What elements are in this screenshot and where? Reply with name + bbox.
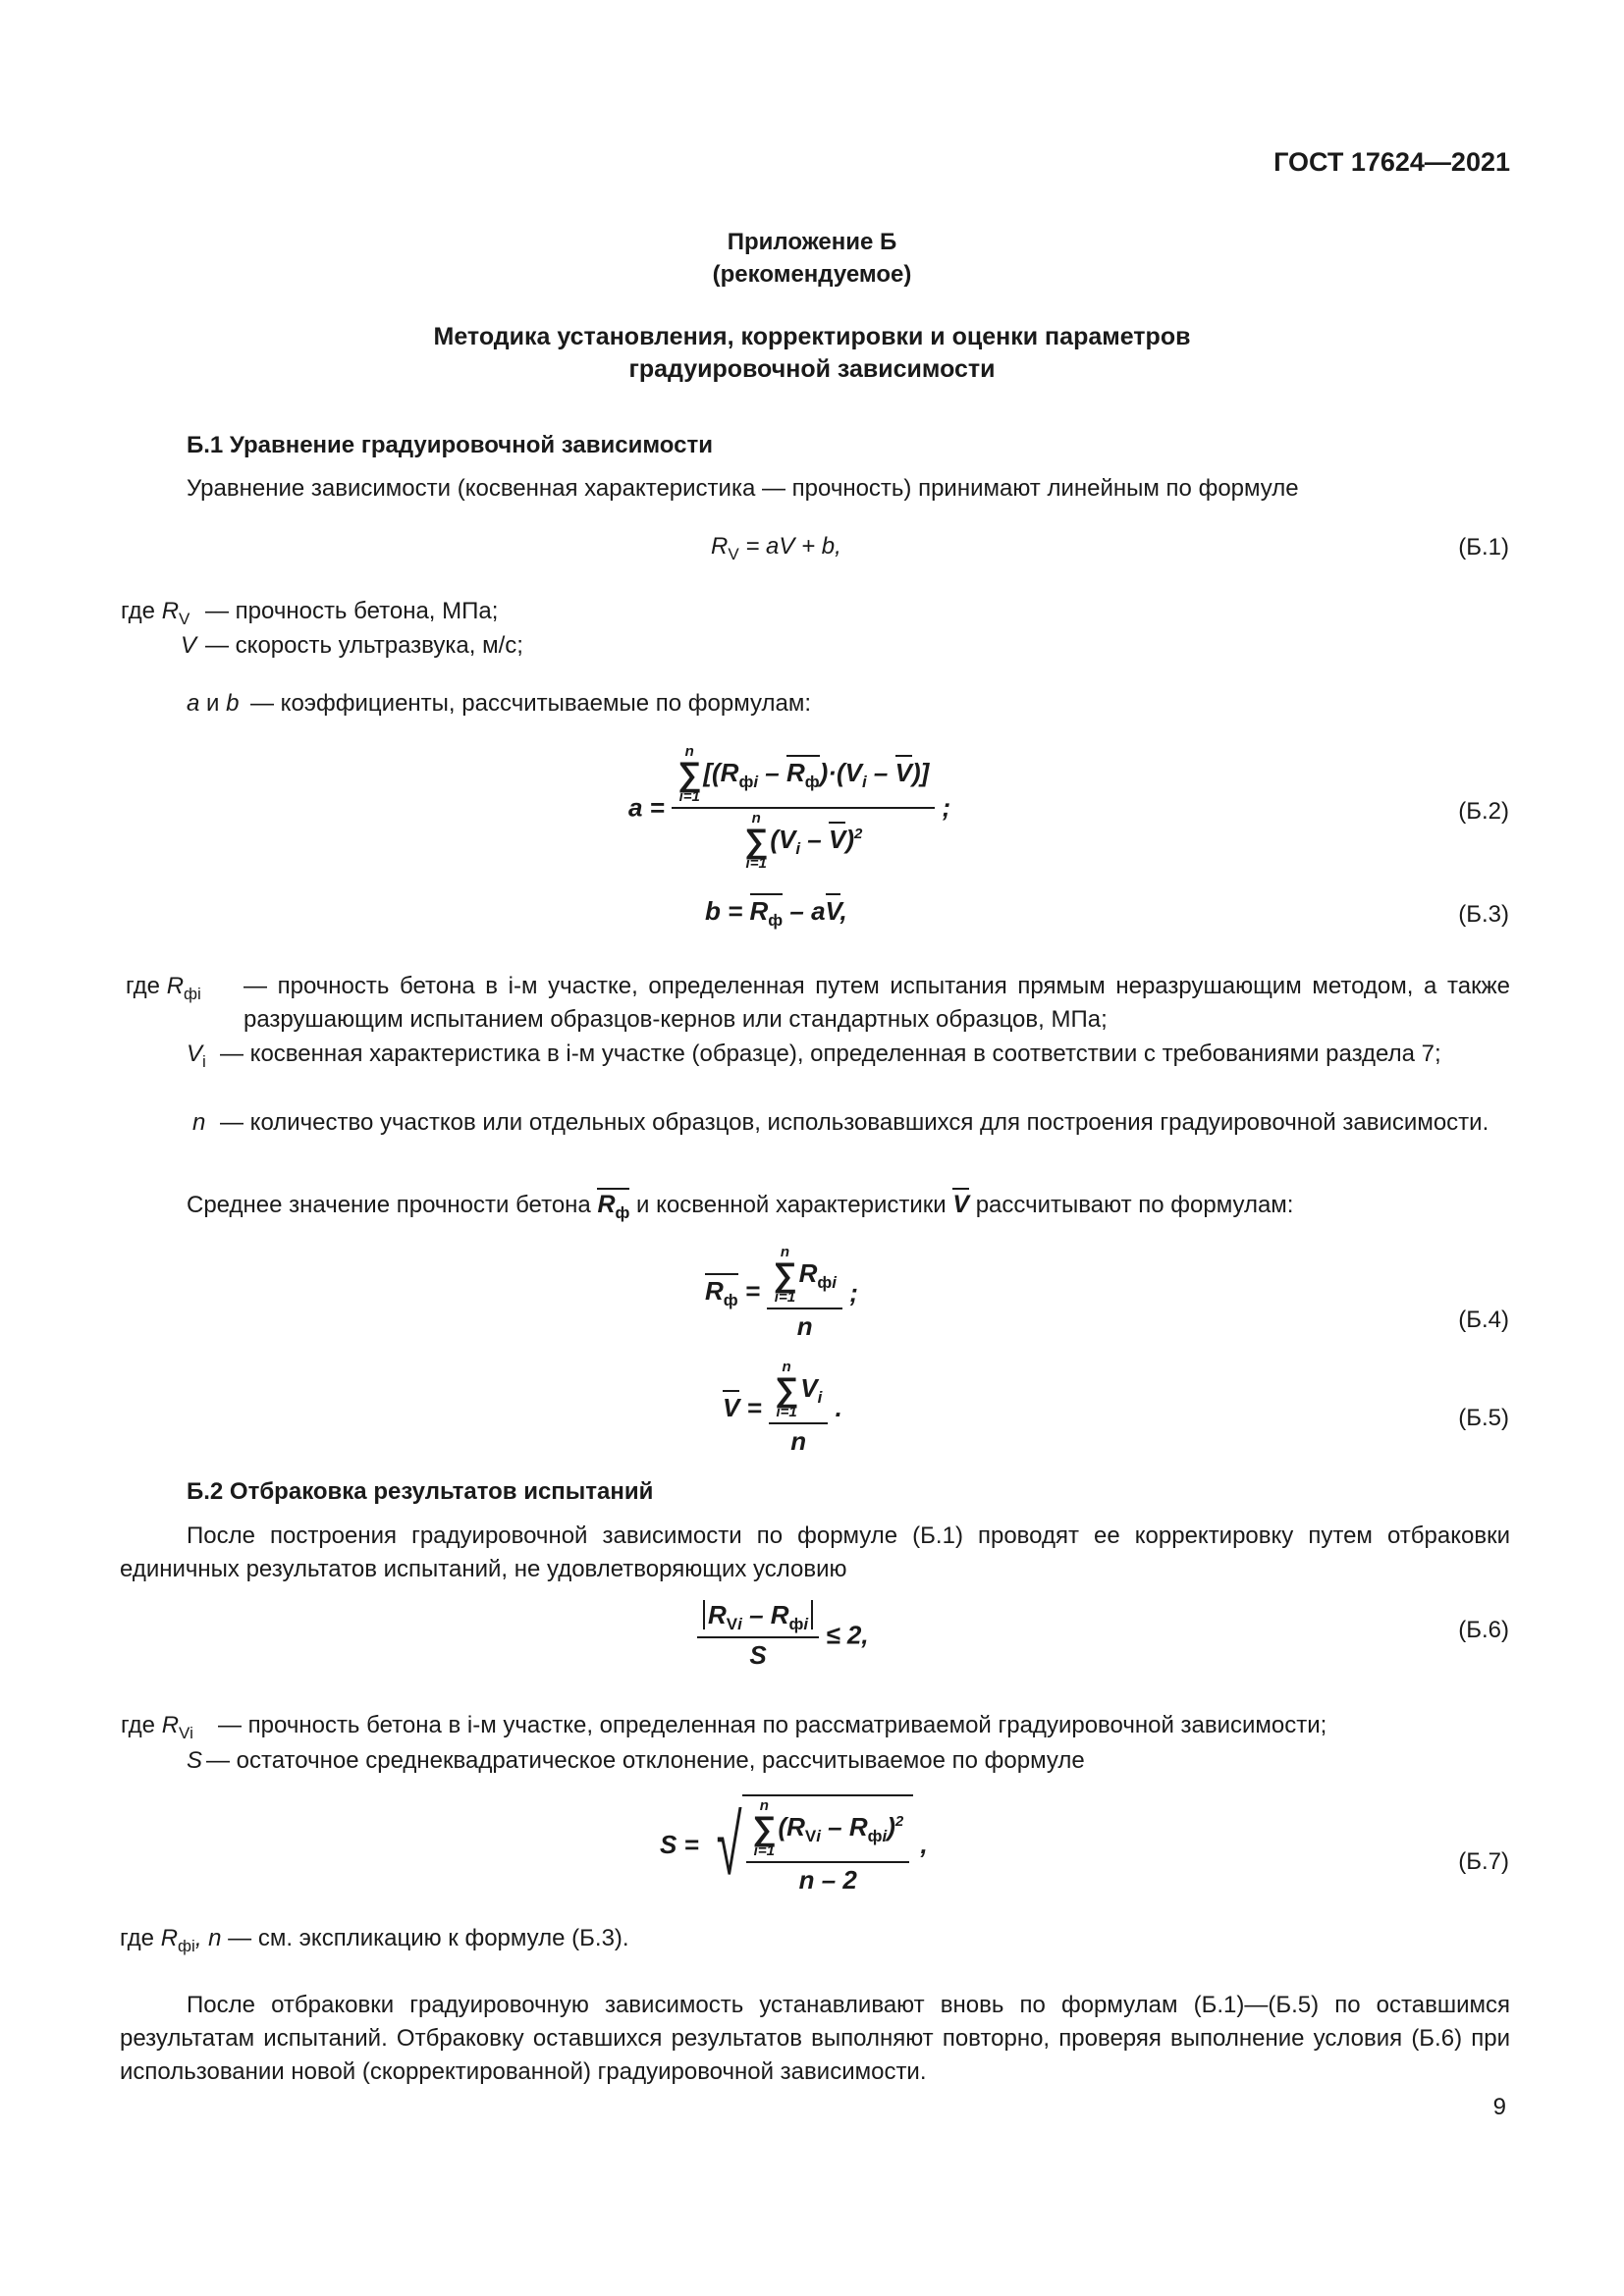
eq-number-b6: (Б.6) xyxy=(1458,1617,1509,1643)
where-vi-text: — косвенная характеристика в i-м участке (образце), определенная в соответствии с требованиями раздела 7; xyxy=(220,1041,1441,1067)
where-rvi-text: — прочность бетона в i-м участке, определенная по рассматриваемой градуировочной зависимости; xyxy=(218,1712,1327,1738)
where-rv-text: — прочность бетона, МПа; xyxy=(205,598,499,624)
where-n-label: n xyxy=(192,1109,206,1136)
where-ref-line: где $R_{фi}$, n — см. экспликацию к формуле (Б.3). xyxy=(120,1925,629,1955)
where-v-label: V xyxy=(181,632,197,659)
doc-title-line2: градуировочной зависимости xyxy=(628,355,996,383)
where-rfi-label: где $R_{фi}$ xyxy=(126,973,201,1003)
where-s-text: — остаточное среднеквадратическое отклонение, рассчитываемое по формуле xyxy=(206,1747,1085,1774)
appendix-status: (рекомендуемое) xyxy=(712,261,912,288)
formula-b4: $R_ф$ = n ∑ i=1 $R_{фi}$ n ; xyxy=(705,1244,858,1341)
formula-b2: a = n ∑ i=1 $[(R_{фi} - R_ф)\cdot(V_i - V)]$ n ∑ i=1 $(V_i - V)^2$ ; xyxy=(628,743,951,872)
standard-header: ГОСТ 17624—2021 xyxy=(1273,147,1510,177)
mean-values-line: Среднее значение прочности бетона $R_ф$ и косвенной характеристики V рассчитывают по формулам: xyxy=(187,1188,1293,1230)
where-rvi-label: где $R_{Vi}$ xyxy=(121,1712,193,1742)
section-b1-intro: Уравнение зависимости (косвенная характеристика — прочность) принимают линейным по формуле xyxy=(187,475,1299,502)
page-number: 9 xyxy=(1492,2094,1506,2120)
where-n-text: — количество участков или отдельных образцов, использовавшихся для построения градуировочной зависимости. xyxy=(220,1109,1489,1136)
coef-label: a и b xyxy=(187,690,240,717)
where-s-label: S xyxy=(187,1747,203,1774)
eq-number-b3: (Б.3) xyxy=(1458,901,1509,928)
where-vi-label: $V_i$ xyxy=(187,1041,206,1071)
section-b2-intro: После построения градуировочной зависимости по формуле (Б.1) проводят ее корректировку путем отбраковки единичных результатов испытаний, не удовлетворяющих условию xyxy=(120,1522,1510,1582)
section-b2-heading: Б.2 Отбраковка результатов испытаний xyxy=(187,1478,654,1505)
formula-b1: $R_V$ = aV + b, xyxy=(711,533,841,563)
appendix-title: Приложение Б xyxy=(727,229,897,255)
doc-title-line1: Методика установления, корректировки и оценки параметров xyxy=(433,323,1191,350)
where-rv-label: где $R_V$ xyxy=(121,598,190,628)
formula-b3: $b = R_ф$ – aV, xyxy=(705,896,847,931)
eq-number-b2: (Б.2) xyxy=(1458,798,1509,825)
formula-b6: $\frac{R_{Vi} - R_{фi}}{S}$ ≤ 2, xyxy=(697,1600,869,1671)
final-paragraph: После отбраковки градуировочную зависимость устанавливают вновь по формулам (Б.1)—(Б.5) по оставшимся результатам испытаний. Отбраковку оставшихся результатов выполняют повторно, проверяя выполнение условия (Б.6) при использовании новой (скорректированной) градуировочной зависимости. xyxy=(120,1992,1510,2085)
formula-b5: V = n ∑ i=1 $V_i$ n . xyxy=(723,1359,842,1456)
eq-number-b7: (Б.7) xyxy=(1458,1848,1509,1875)
eq-number-b4: (Б.4) xyxy=(1458,1307,1509,1333)
where-v-text: — скорость ультразвука, м/с; xyxy=(205,632,523,659)
eq-number-b5: (Б.5) xyxy=(1458,1405,1509,1431)
section-b1-heading: Б.1 Уравнение градуировочной зависимости xyxy=(187,432,713,458)
eq-number-b1: (Б.1) xyxy=(1458,534,1509,561)
where-rfi-text: — прочность бетона в i-м участке, определенная путем испытания прямым неразрушающим методом, а также разрушающим испытанием образцов-кернов или стандартных образцов, МПа; xyxy=(244,973,1510,1033)
formula-b7: S = √ n ∑ i=1 $(R_{Vi} - R_{фi})^2$ n – 2 , xyxy=(660,1794,928,1896)
coef-text: — коэффициенты, рассчитываемые по формулам: xyxy=(250,690,811,717)
